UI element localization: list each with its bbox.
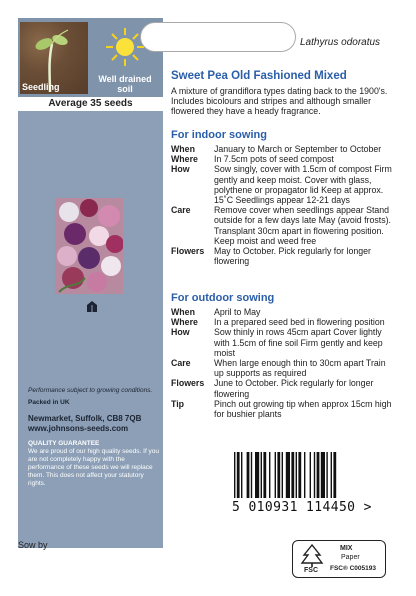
barcode-bar <box>286 452 290 498</box>
instruction-value: Pinch out growing tip when approx 15cm high for bushier plants <box>214 398 392 420</box>
instruction-key: Flowers <box>171 246 205 257</box>
quality-guarantee-text: We are proud of our high quality seeds. If you are not completely happy with the performance of these seeds we will replace them. This does not affect your statutory rights. <box>28 448 160 487</box>
instruction-row <box>171 246 397 266</box>
instruction-row <box>171 205 397 246</box>
barcode-bar <box>296 452 297 498</box>
fsc-word: FSC <box>304 567 318 574</box>
instruction-value: January to March or September to October <box>214 144 382 154</box>
seedling-label: Seedling <box>22 82 60 92</box>
instruction-row <box>171 399 397 419</box>
barcode-bar <box>237 452 240 498</box>
instruction-value: April to May <box>214 307 261 317</box>
instruction-value: In a prepared seed bed in flowering position <box>214 317 385 328</box>
instruction-value: May to October. Pick regularly for longer flowering <box>214 246 371 267</box>
instruction-value: Remove cover when seedlings appear Stand outside for a few days late May (avoid frosts). Transplant 30cm apart in flowering position. Keep moist and weed free <box>214 205 391 246</box>
instruction-row <box>171 317 397 327</box>
barcode-bar <box>326 452 327 498</box>
company-address: Newmarket, Suffolk, CB8 7QB www.johnsons-seeds.com <box>28 414 142 433</box>
instruction-key: When <box>171 307 195 317</box>
barcode-bar <box>333 452 336 498</box>
instruction-row <box>171 378 397 398</box>
barcode-bar <box>255 452 259 498</box>
instruction-row <box>171 358 397 378</box>
product-title: Sweet Pea Old Fashioned Mixed <box>171 70 347 82</box>
barcode-bar <box>291 452 294 498</box>
barcode-number: 5 010931 114450 > <box>232 500 372 515</box>
indoor-heading: For indoor sowing <box>171 129 267 141</box>
instruction-key: How <box>171 164 190 175</box>
instruction-key: When <box>171 144 195 154</box>
outdoor-heading: For outdoor sowing <box>171 292 275 304</box>
instruction-key: Flowers <box>171 378 205 389</box>
barcode-bar <box>317 452 320 498</box>
soil-label: Well drained soil <box>98 74 152 94</box>
instruction-value: When large enough thin to 30cm apart Train up supports as required <box>214 358 386 379</box>
barcode-bar <box>277 452 280 498</box>
barcode-bar <box>321 452 325 498</box>
barcode-bar <box>304 452 305 498</box>
barcode-bar <box>298 452 301 498</box>
sow-by-label: Sow by <box>18 540 48 550</box>
latin-name: Lathyrus odoratus <box>300 37 381 48</box>
sweet-pea-photo <box>55 198 123 294</box>
instruction-row <box>171 164 397 205</box>
barcode-bar <box>247 452 250 498</box>
barcode-bar <box>310 452 311 498</box>
barcode-bar <box>261 452 262 498</box>
instruction-value: In 7.5cm pots of seed compost <box>214 154 334 165</box>
barcode-bar <box>269 452 270 498</box>
product-description: A mixture of grandiflora types dating back to the 1900's. Includes bicolours and stripes and although smaller flowered they have a heady fragrance. <box>171 86 388 117</box>
instruction-key: Tip <box>171 398 185 409</box>
instruction-row <box>171 144 397 154</box>
instruction-key: Care <box>171 205 191 216</box>
instruction-key: Where <box>171 317 198 328</box>
instruction-row <box>171 154 397 164</box>
instruction-key: How <box>171 327 190 338</box>
fsc-code: FSC® C005193 <box>330 565 376 572</box>
barcode-bar <box>234 452 235 498</box>
average-seeds: Average 35 seeds <box>18 97 163 111</box>
barcode-bar <box>275 452 276 498</box>
outdoor-instructions <box>171 307 397 419</box>
instruction-row <box>171 327 397 358</box>
barcode-bar <box>241 452 242 498</box>
performance-note: Performance subject to growing conditions. <box>28 387 153 394</box>
quality-guarantee-title: QUALITY GUARANTEE <box>28 440 100 447</box>
instruction-key: Where <box>171 154 198 165</box>
barcode-bar <box>282 452 283 498</box>
barcode-bar <box>331 452 332 498</box>
indoor-instructions <box>171 144 397 266</box>
greenhouse-icon <box>85 299 99 313</box>
fsc-paper: Paper <box>341 554 360 561</box>
instruction-value: Sow singly, cover with 1.5cm of compost Firm gently and keep moist. Cover with glass, polythene or propagator lid Keep at approx. 15˚C Seedlings appear 12-21 days <box>214 164 392 206</box>
packed-in: Packed in UK <box>28 399 70 406</box>
website-link: www.johnsons-seeds.com <box>28 424 129 433</box>
instruction-value: June to October. Pick regularly for longer flowering <box>214 378 374 399</box>
fsc-mix: MIX <box>340 545 353 552</box>
barcode-bar <box>251 452 252 498</box>
barcode-bar <box>314 452 315 498</box>
instruction-key: Care <box>171 358 191 369</box>
instruction-value: Sow thinly in rows 45cm apart Cover lightly with 1.5cm of fine soil Firm gently and keep moist <box>214 327 383 358</box>
instruction-row <box>171 307 397 317</box>
barcode-bar <box>263 452 266 498</box>
name-label-box <box>140 22 296 52</box>
